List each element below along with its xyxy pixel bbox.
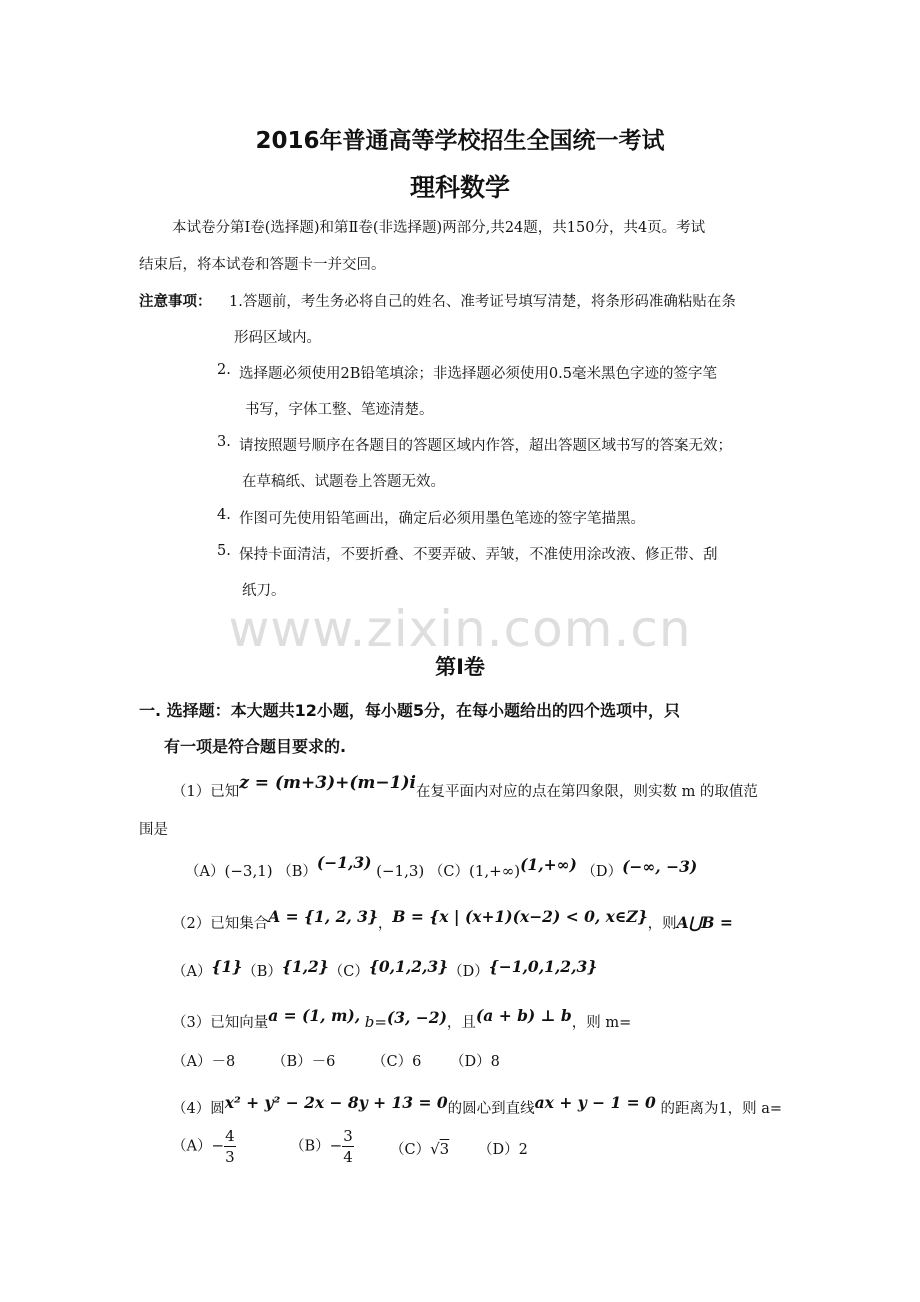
- q4-option-a-sign: −: [211, 1136, 225, 1155]
- q4-suffix: 的距离为1，则 a=: [660, 1101, 783, 1117]
- q1-option-b-label: （B）: [277, 864, 317, 880]
- note-5-line-2: 纸刀。: [242, 583, 286, 599]
- q4-option-c-label: （C）: [390, 1142, 431, 1158]
- note-2-number: 2.: [217, 362, 231, 378]
- q4-sqrt-sign: √: [430, 1140, 440, 1158]
- q4-option-a-numerator: 4: [225, 1127, 235, 1145]
- q4-line-equation: ax + y − 1 = 0: [534, 1093, 656, 1112]
- q4-option-a-denominator: 3: [225, 1148, 235, 1166]
- q4-option-d: （D）2: [478, 1142, 528, 1158]
- part-one-heading-line-2: 有一项是符合题目要求的.: [164, 737, 347, 756]
- q2-prefix: （2）已知集合: [172, 916, 269, 932]
- q4-option-b-sign: −: [329, 1136, 343, 1155]
- q2-set-b: B = {x | (x+1)(x−2) < 0, x∈Z}: [392, 907, 648, 926]
- intro-line-1: 本试卷分第Ⅰ卷(选择题)和第Ⅱ卷(非选择题)两部分,共24题，共150分，共4页。考试: [172, 220, 706, 236]
- note-5-number: 5.: [217, 543, 231, 559]
- watermark: www.zixin.com.cn: [228, 600, 692, 658]
- note-5-line-1: 保持卡面清洁，不要折叠、不要弄破、弄皱，不准使用涂改液、修正带、刮: [239, 547, 718, 563]
- q3-suffix: ，则 m=: [571, 1015, 632, 1031]
- question-1: [172, 773, 758, 801]
- q3-option-a: （A）－8: [172, 1054, 236, 1070]
- q1-option-a-label: （A）: [185, 864, 225, 880]
- q3-vector-b: (3, −2): [386, 1008, 447, 1027]
- q1-option-c-image: (1,+∞): [520, 855, 577, 874]
- q4-prefix: （4）圆: [172, 1101, 225, 1117]
- q1-options: [185, 853, 698, 881]
- q2-set-a: A = {1, 2, 3}: [268, 907, 378, 926]
- q4-mid: 的圆心到直线: [447, 1101, 535, 1117]
- question-2: [172, 907, 733, 933]
- q1-option-c: (1,+∞): [468, 862, 521, 880]
- q2-union: A⋃B =: [676, 913, 733, 932]
- note-1-line-2: 形码区域内。: [234, 330, 321, 346]
- q4-option-b-denominator: 4: [343, 1148, 353, 1166]
- q3-condition: (a + b) ⊥ b: [475, 1006, 572, 1025]
- q4-option-c-wrap: [390, 1138, 449, 1159]
- part-one-heading-line-1: 一. 选择题：本大题共12小题，每小题5分，在每小题给出的四个选项中，只: [139, 701, 681, 720]
- q1-suffix: 在复平面内对应的点在第四象限，则实数 m 的取值范: [415, 784, 758, 800]
- q1-option-d-label: （D）: [581, 864, 623, 880]
- q2-options: [172, 957, 598, 981]
- q3-option-c: （C）6: [372, 1054, 422, 1070]
- q2-option-d: {−1,0,1,2,3}: [488, 957, 598, 976]
- q3-option-d: （D）8: [450, 1054, 500, 1070]
- q2-option-b: {1,2}: [281, 957, 329, 976]
- q4-option-b-numerator: 3: [343, 1127, 353, 1145]
- q2-option-c-label: （C）: [328, 964, 369, 980]
- exam-title: 2016年普通高等学校招生全国统一考试: [255, 128, 665, 154]
- note-3-line-2: 在草稿纸、试题卷上答题无效。: [242, 474, 445, 490]
- q2-option-a: {1}: [211, 957, 243, 976]
- note-1-line-1: 1.答题前，考生务必将自己的姓名、准考证号填写清楚，将条形码准确粘贴在条: [229, 294, 736, 310]
- note-3-number: 3.: [217, 434, 231, 450]
- q4-option-b-wrap: [290, 1126, 354, 1167]
- q1-option-b-image: (−1,3): [316, 853, 372, 872]
- q3-mid: ，且: [446, 1015, 476, 1031]
- q2-comma: ，: [377, 916, 393, 932]
- notes-label: 注意事项：: [139, 294, 212, 310]
- q2-suffix: ，则: [647, 916, 677, 932]
- q4-option-b-fraction: [342, 1126, 354, 1167]
- q2-option-c: {0,1,2,3}: [368, 957, 449, 976]
- q1-prefix: （1）已知: [172, 784, 240, 800]
- q4-options: [172, 1126, 236, 1167]
- note-4-line-1: 作图可先使用铅笔画出，确定后必须用墨色笔迹的签字笔描黑。: [239, 511, 645, 527]
- question-4: [172, 1093, 783, 1118]
- q3-prefix: （3）已知向量: [172, 1015, 269, 1031]
- q1-option-d: (−∞, −3): [622, 857, 698, 876]
- exam-subtitle: 理科数学: [409, 173, 510, 202]
- q2-option-b-label: （B）: [242, 964, 282, 980]
- q2-option-d-label: （D）: [448, 964, 489, 980]
- section-title: 第Ⅰ卷: [435, 655, 485, 679]
- q2-option-a-label: （A）: [172, 964, 212, 980]
- note-2-line-2: 书写，字体工整、笔迹清楚。: [245, 402, 434, 418]
- note-2-line-1: 选择题必须使用2B铅笔填涂；非选择题必须使用0.5毫米黑色字迹的签字笔: [239, 366, 717, 382]
- q3-vector-b-label: b=: [364, 1013, 387, 1031]
- note-3-line-1: 请按照题号顺序在各题目的答题区域内作答，超出答题区域书写的答案无效；: [239, 438, 732, 454]
- note-4-number: 4.: [217, 507, 231, 523]
- q4-option-a-label: （A）: [172, 1138, 212, 1155]
- q4-option-a-fraction: [224, 1126, 236, 1167]
- q1-option-b: (−1,3): [376, 862, 425, 880]
- question-3: [172, 1006, 632, 1032]
- q3-vector-a: a = (1, m),: [268, 1006, 361, 1025]
- q1-expression: z = (m+3)+(m−1)i: [239, 773, 416, 793]
- intro-line-2: 结束后，将本试卷和答题卡一并交回。: [139, 257, 386, 273]
- q1-option-a: (−3,1): [224, 862, 273, 880]
- q3-option-b: （B）－6: [272, 1054, 336, 1070]
- q1-line-2: 围是: [139, 822, 168, 838]
- q4-circle-equation: x² + y² − 2x − 8y + 13 = 0: [224, 1093, 448, 1112]
- q1-option-c-label: （C）: [428, 864, 469, 880]
- q4-option-b-label: （B）: [290, 1138, 330, 1155]
- q4-option-c-radicand: 3: [439, 1140, 450, 1158]
